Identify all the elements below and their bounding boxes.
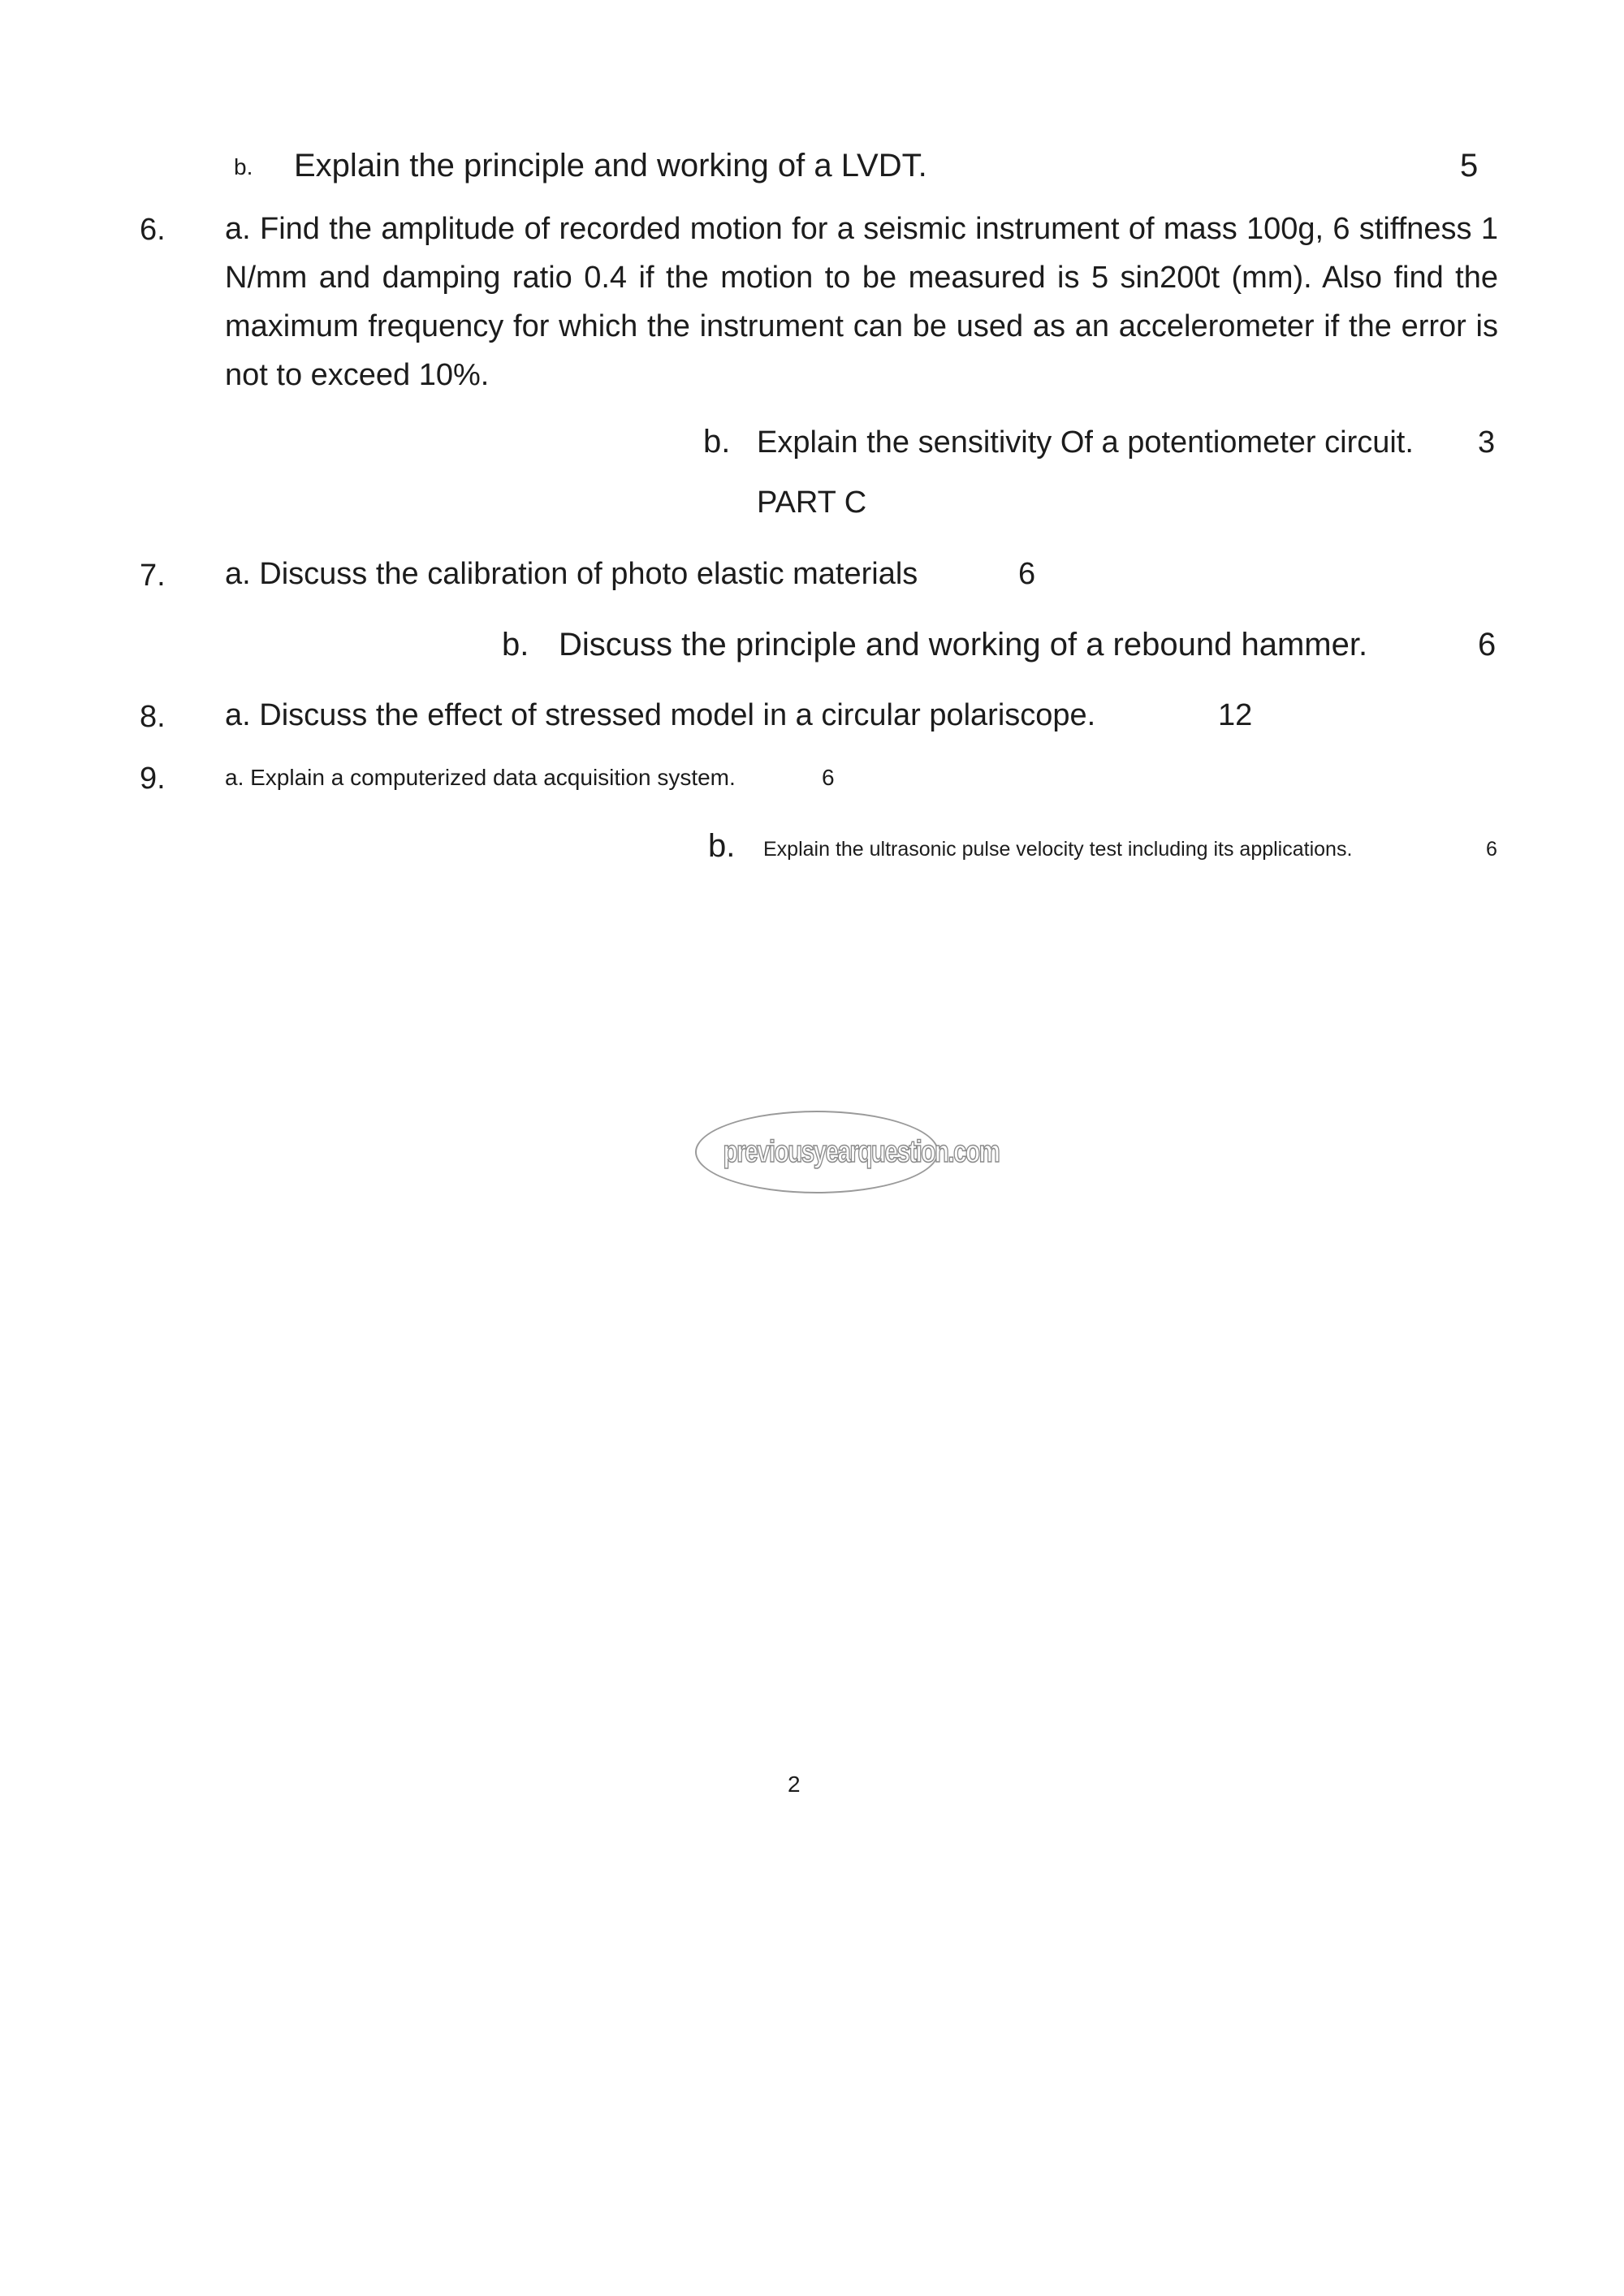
q9b-text: Explain the ultrasonic pulse velocity test including its applications. (763, 838, 1353, 861)
q9-number: 9. (140, 762, 166, 796)
q9b-marks: 6 (1486, 838, 1497, 861)
q7a-text: a. Discuss the calibration of photo elastic materials (225, 557, 918, 591)
q7a-marks: 6 (1018, 557, 1036, 591)
q9b-label: b. (708, 828, 736, 864)
part-c-heading: PART C (757, 486, 867, 520)
q5b-marks: 5 (1460, 148, 1479, 183)
watermark-text: previousyearquestion.com (723, 1135, 1000, 1169)
q5b-text: Explain the principle and working of a LVDT. (294, 148, 927, 183)
q9a-marks: 6 (822, 765, 835, 790)
q7b-label: b. (502, 627, 529, 662)
q6b-label: b. (703, 424, 731, 460)
q6b-text: Explain the sensitivity Of a potentiometer circuit. (757, 425, 1414, 460)
watermark-stamp (695, 1111, 1000, 1193)
q6-number: 6. (140, 213, 166, 247)
q6a-text: a. Find the amplitude of recorded motion for a seismic instrument of mass 100g, 6 stiffness 1 N/mm and damping ratio 0.4 if the motion to be measured is 5 sin200t (mm). Also find the maximum frequency for which the instrument can be used as an accelerometer if the error is not to exceed 10%. (225, 212, 1498, 392)
q7-number: 7. (140, 559, 166, 593)
page-number: 2 (788, 1772, 801, 1797)
q9a-text: a. Explain a computerized data acquisition system. (225, 765, 736, 790)
q8a-marks: 12 (1218, 698, 1253, 732)
q7b-marks: 6 (1478, 627, 1497, 662)
q6b-marks: 3 (1478, 425, 1496, 460)
q5b-label: b. (234, 154, 253, 179)
q7b-text: Discuss the principle and working of a rebound hammer. (559, 627, 1368, 662)
q8a-text: a. Discuss the effect of stressed model in a circular polariscope. (225, 698, 1096, 732)
q8-number: 8. (140, 700, 166, 734)
